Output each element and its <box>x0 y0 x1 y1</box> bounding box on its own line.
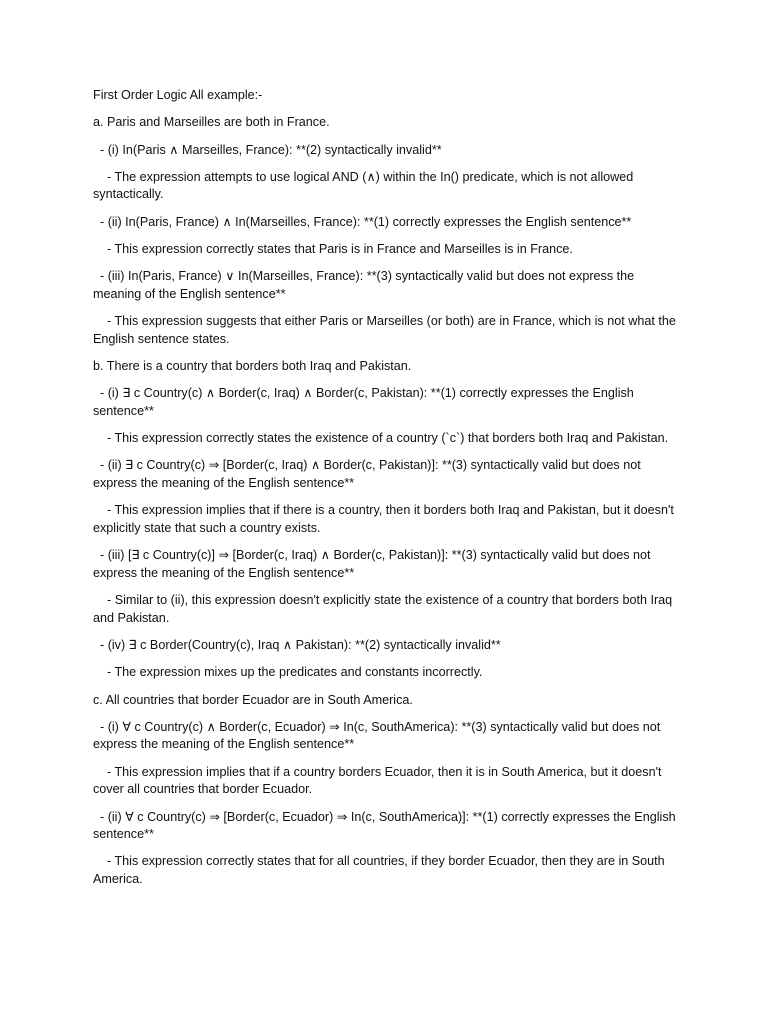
section-a-item-3: - (iii) In(Paris, France) ∨ In(Marseilles, France): **(3) syntactically valid but does not express the meaning of the English sentence** <box>93 269 638 301</box>
section-b-item-1-note: - This expression correctly states the existence of a country (`c`) that borders both Iraq and Pakistan. <box>93 431 669 446</box>
section-a-item-1: - (i) In(Paris ∧ Marseilles, France): **(2) syntactically invalid** <box>93 142 442 157</box>
section-c-heading: c. All countries that border Ecuador are in South America. <box>93 692 413 707</box>
section-c-item-1: - (i) ∀ c Country(c) ∧ Border(c, Ecuador) ⇒ In(c, SouthAmerica): **(3) syntactically valid but does not express the meaning of the English sentence** <box>93 719 664 752</box>
section-b-item-2-note: - This expression implies that if there is a country, then it borders both Iraq and Pakistan, but it doesn't explicitly state that such a country exists. <box>93 503 678 535</box>
section-c-item-1-note: - This expression implies that if a country borders Ecuador, then it is in South America, but it doesn't cover all countries that border Ecuador. <box>93 764 665 797</box>
section-c-item-2: - (ii) ∀ c Country(c) ⇒ [Border(c, Ecuador) ⇒ In(c, SouthAmerica)]: **(1) correctly expresses the English sentence** <box>93 809 680 842</box>
section-b-heading: b. There is a country that borders both Iraq and Pakistan. <box>93 359 412 374</box>
document-body <box>93 87 679 898</box>
section-b-item-2: - (ii) ∃ c Country(c) ⇒ [Border(c, Iraq) ∧ Border(c, Pakistan)]: **(3) syntactically valid but does not express the meaning of the English sentence** <box>93 458 645 491</box>
section-a-heading: a. Paris and Marseilles are both in France. <box>93 115 330 130</box>
section-b-item-1: - (i) ∃ c Country(c) ∧ Border(c, Iraq) ∧ Border(c, Pakistan): **(1) correctly expresses the English sentence** <box>93 386 638 418</box>
section-a-item-2: - (ii) In(Paris, France) ∧ In(Marseilles, France): **(1) correctly expresses the English sentence** <box>93 214 632 229</box>
section-b-item-3-note: - Similar to (ii), this expression doesn't explicitly state the existence of a country that borders both Iraq and Pakistan. <box>93 593 676 625</box>
section-a-item-2-note: - This expression correctly states that Paris is in France and Marseilles is in France. <box>93 242 573 256</box>
section-b-item-4: - (iv) ∃ c Border(Country(c), Iraq ∧ Pakistan): **(2) syntactically invalid** <box>93 637 501 652</box>
section-b-item-4-note: - The expression mixes up the predicates and constants incorrectly. <box>93 665 483 680</box>
document-title: First Order Logic All example:- <box>93 88 263 102</box>
section-a-item-3-note: - This expression suggests that either Paris or Marseilles (or both) are in France, which is not what the English sentence states. <box>93 314 680 346</box>
section-c-item-2-note: - This expression correctly states that for all countries, if they border Ecuador, then they are in South America. <box>93 854 668 887</box>
section-b-item-3: - (iii) [∃ c Country(c)] ⇒ [Border(c, Iraq) ∧ Border(c, Pakistan)]: **(3) syntactically valid but does not express the meaning of the English sentence** <box>93 548 655 580</box>
section-a-item-1-note: - The expression attempts to use logical AND (∧) within the In() predicate, which is not allowed syntactically. <box>93 169 637 202</box>
